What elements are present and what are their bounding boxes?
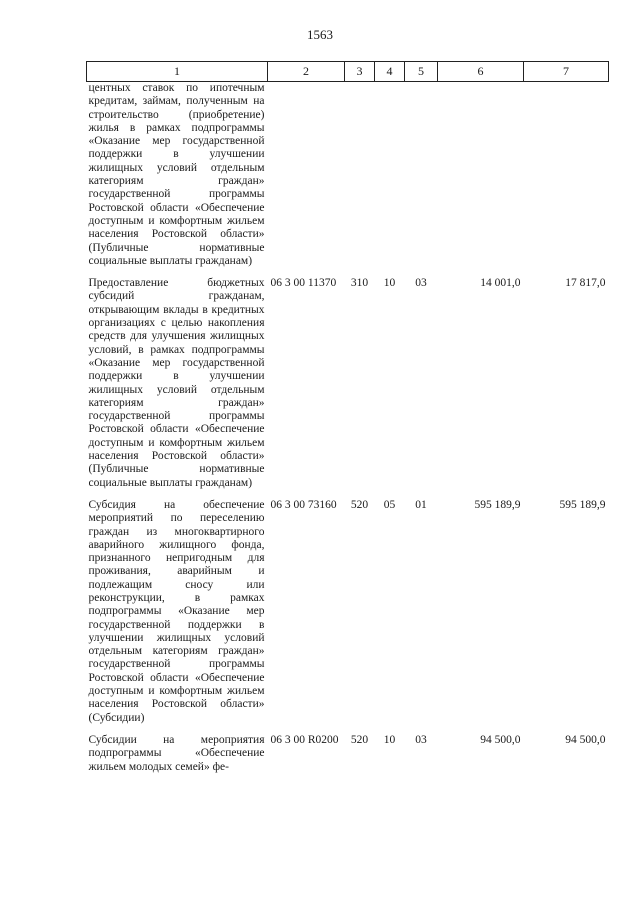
column-header-4: 4	[375, 62, 405, 82]
table-row	[87, 734, 609, 774]
budget-table	[86, 61, 609, 774]
column-header-2: 2	[268, 62, 345, 82]
row-amount-1: 595 189,9	[474, 498, 521, 511]
table-row	[87, 499, 609, 725]
page-number: 1563	[307, 27, 333, 42]
row-amount-1	[438, 82, 524, 269]
row-description: центных ставок по ипотечным кредитам, займам, полученным на строительство (приобретение) жилья в рамках подпрограммы «Оказание мер государственной поддержки в улучшении жилищных условий отдельным категориям граждан» государственной программы Ростовской области «Обеспечение доступным и комфортным жильем населения Ростовской области» (Публичные нормативные социальные выплаты гражданам)	[88, 82, 265, 267]
row-subsection: 03	[415, 733, 427, 746]
row-amount-1: 94 500,0	[480, 733, 521, 746]
row-amount-2: 94 500,0	[565, 733, 606, 746]
row-subsection: 01	[415, 498, 427, 511]
row-section: 10	[383, 733, 396, 746]
row-subsection: 03	[415, 277, 427, 290]
row-amount-2	[524, 82, 609, 269]
column-header-7: 7	[524, 62, 609, 82]
row-amount-2: 17 817,0	[565, 277, 606, 290]
column-header-1: 1	[87, 62, 268, 82]
column-header-3: 3	[345, 62, 375, 82]
table-row	[87, 82, 609, 269]
row-target-code: 06 3 00 R0200	[270, 733, 339, 746]
row-expense-type: 310	[350, 277, 369, 290]
row-target-code	[268, 82, 345, 269]
row-description: Субсидия на обеспечение мероприятий по переселению граждан из многоквартирного аварийного жилищного фонда, признанного непригодным для проживания, аварийным и подлежащим сносу или реконструкции, в рамках подпрограммы «Оказание мер государственной поддержки в улучшении жилищных условий отдельным категориям граждан» государственной программы Ростовской области «Обеспечение доступным и комфортным жильем населения Ростовской области» (Субсидии)	[88, 498, 265, 724]
row-expense-type: 520	[350, 498, 369, 511]
column-header-5: 5	[405, 62, 438, 82]
header-row	[87, 62, 609, 82]
row-expense-type	[345, 82, 375, 269]
row-expense-type: 520	[350, 733, 369, 746]
column-header-6: 6	[438, 62, 524, 82]
row-target-code: 06 3 00 73160	[270, 498, 337, 511]
row-subsection	[405, 82, 438, 269]
row-section: 10	[383, 277, 396, 290]
row-amount-1: 14 001,0	[480, 277, 521, 290]
row-amount-2: 595 189,9	[559, 498, 606, 511]
table-row	[87, 277, 609, 490]
row-section: 05	[383, 498, 396, 511]
row-target-code: 06 3 00 11370	[270, 277, 337, 290]
row-section	[375, 82, 405, 269]
row-description: Предоставление бюджетных субсидий гражданам, открывающим вклады в кредитных организациях с целью накопления средств для улучшения жилищных условий, в рамках подпрограммы «Оказание мер государственной поддержки в улучшении жилищных условий отдельным категориям граждан» государственной программы Ростовской области «Обеспечение доступным и комфортным жильем населения Ростовской области» (Публичные нормативные социальные выплаты гражданам)	[88, 277, 265, 489]
row-description: Субсидии на мероприятия подпрограммы «Обеспечение жильем молодых семей» фе-	[88, 733, 265, 773]
